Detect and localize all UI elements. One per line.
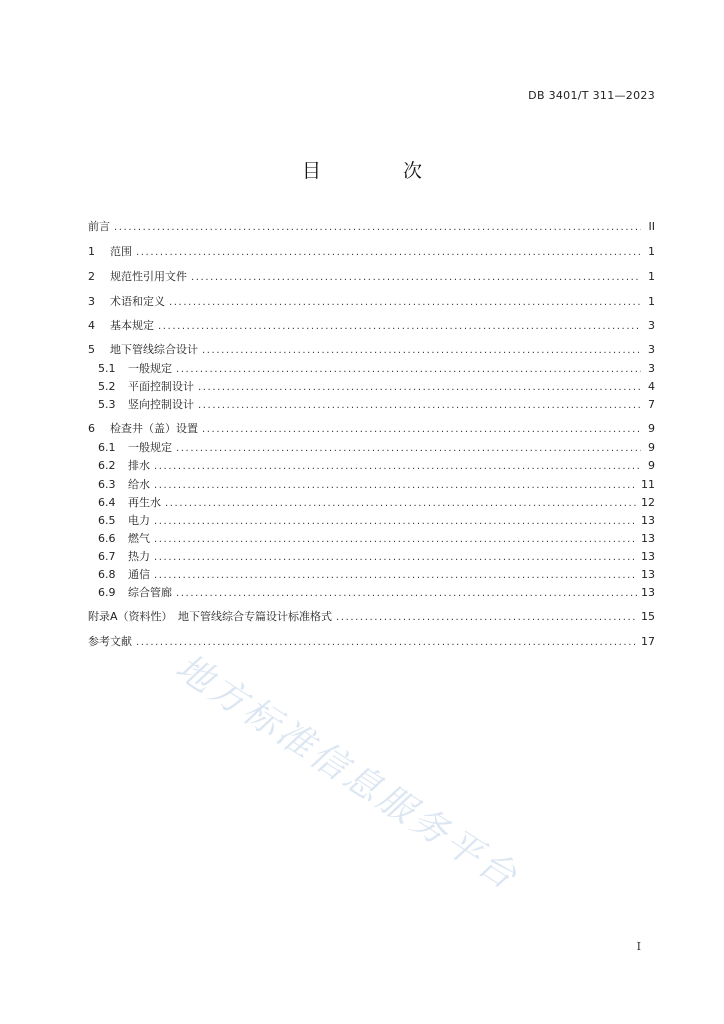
- toc-entry[interactable]: [88, 318, 655, 334]
- toc-entry-label: 参考文献: [88, 635, 132, 648]
- document-code: DB 3401/T 311—2023: [528, 89, 655, 102]
- toc-entry-page: 13: [641, 514, 655, 527]
- toc-entry-label: 热力: [128, 550, 150, 563]
- toc-entry-number: 2: [88, 270, 95, 283]
- toc-entry-label: 基本规定: [110, 319, 154, 332]
- toc-leader-dots: [136, 245, 641, 261]
- toc-entry[interactable]: [88, 440, 655, 456]
- toc-entry-label: 附录A（资料性） 地下管线综合专篇设计标准格式: [88, 610, 333, 623]
- toc-entry-page: 17: [641, 635, 655, 648]
- toc-entry[interactable]: [88, 609, 655, 625]
- toc-entry-label: 检查井（盖）设置: [110, 422, 198, 435]
- page-number: I: [636, 940, 641, 953]
- toc-leader-dots: [154, 568, 637, 584]
- toc-entry-number: 1: [88, 245, 95, 258]
- toc-entry[interactable]: [88, 477, 655, 493]
- toc-entry-number: 6.5: [98, 514, 116, 527]
- toc-entry-label: 平面控制设计: [128, 380, 194, 393]
- toc-leader-dots: [154, 532, 637, 548]
- toc-entry-label: 一般规定: [128, 362, 172, 375]
- toc-entry[interactable]: [88, 219, 655, 235]
- page-title: 目 次: [301, 160, 461, 182]
- toc-entry-page: 13: [641, 550, 655, 563]
- toc-leader-dots: [169, 295, 641, 311]
- toc-leader-dots: [176, 362, 641, 378]
- toc-leader-dots: [158, 319, 641, 335]
- toc-entry-label: 地下管线综合设计: [110, 343, 198, 356]
- toc-entry-label: 一般规定: [128, 441, 172, 454]
- toc-entry-number: 6.7: [98, 550, 116, 563]
- toc-entry[interactable]: [88, 294, 655, 310]
- toc-leader-dots: [154, 459, 641, 475]
- toc-leader-dots: [154, 550, 637, 566]
- toc-entry-label: 给水: [128, 478, 150, 491]
- toc-entry-number: 6.3: [98, 478, 116, 491]
- toc-entry[interactable]: [88, 244, 655, 260]
- toc-leader-dots: [202, 422, 641, 438]
- toc-entry[interactable]: [88, 567, 655, 583]
- toc-entry[interactable]: [88, 397, 655, 413]
- toc-entry[interactable]: [88, 421, 655, 437]
- toc-entry-label: 前言: [88, 220, 110, 233]
- toc-entry-label: 术语和定义: [110, 295, 165, 308]
- toc-leader-dots: [336, 610, 637, 626]
- toc-entry-label: 排水: [128, 459, 150, 472]
- toc-entry[interactable]: [88, 531, 655, 547]
- toc-entry[interactable]: [88, 342, 655, 358]
- toc-entry-number: 5.1: [98, 362, 116, 375]
- toc-entry[interactable]: [88, 549, 655, 565]
- toc-entry-page: 15: [641, 610, 655, 623]
- toc-entry-page: 3: [648, 362, 655, 375]
- toc-entry[interactable]: [88, 495, 655, 511]
- toc-entry-page: 12: [641, 496, 655, 509]
- toc-entry-label: 再生水: [128, 496, 161, 509]
- toc-entry-label: 燃气: [128, 532, 150, 545]
- toc-entry-label: 竖向控制设计: [128, 398, 194, 411]
- toc-entry-number: 6.8: [98, 568, 116, 581]
- watermark-text: 地方标准信息服务平台: [168, 646, 527, 899]
- toc-entry-page: 7: [648, 398, 655, 411]
- toc-entry-number: 5.3: [98, 398, 116, 411]
- toc-leader-dots: [202, 343, 641, 359]
- toc-entry-number: 4: [88, 319, 95, 332]
- toc-leader-dots: [198, 380, 641, 396]
- toc-entry-page: 3: [648, 319, 655, 332]
- toc-leader-dots: [154, 514, 637, 530]
- toc-entry[interactable]: [88, 269, 655, 285]
- toc-entry-page: II: [648, 220, 655, 233]
- toc-entry[interactable]: [88, 634, 655, 650]
- toc-entry[interactable]: [88, 458, 655, 474]
- toc-entry-number: 6: [88, 422, 95, 435]
- toc-entry-page: 4: [648, 380, 655, 393]
- toc-entry-page: 1: [648, 245, 655, 258]
- toc-entry-page: 1: [648, 295, 655, 308]
- toc-entry-number: 6.1: [98, 441, 116, 454]
- toc-entry-page: 9: [648, 459, 655, 472]
- toc-entry[interactable]: [88, 361, 655, 377]
- toc-entry-label: 范围: [110, 245, 132, 258]
- toc-entry-page: 9: [648, 441, 655, 454]
- toc-leader-dots: [154, 478, 637, 494]
- toc-entry-number: 3: [88, 295, 95, 308]
- toc-entry-number: 6.9: [98, 586, 116, 599]
- toc-entry[interactable]: [88, 585, 655, 601]
- toc-leader-dots: [176, 586, 637, 602]
- toc-entry-label: 通信: [128, 568, 150, 581]
- toc-entry[interactable]: [88, 379, 655, 395]
- toc-leader-dots: [191, 270, 641, 286]
- toc-leader-dots: [176, 441, 641, 457]
- toc-leader-dots: [165, 496, 637, 512]
- toc-entry-page: 3: [648, 343, 655, 356]
- toc-leader-dots: [198, 398, 641, 414]
- toc-entry-page: 11: [641, 478, 655, 491]
- toc-entry-label: 综合管廊: [128, 586, 172, 599]
- toc-leader-dots: [114, 220, 641, 236]
- toc-entry-number: 5.2: [98, 380, 116, 393]
- toc-entry-number: 6.4: [98, 496, 116, 509]
- toc-entry-page: 13: [641, 532, 655, 545]
- toc-entry-label: 电力: [128, 514, 150, 527]
- toc-entry-page: 13: [641, 586, 655, 599]
- toc-entry[interactable]: [88, 513, 655, 529]
- toc-entry-number: 5: [88, 343, 95, 356]
- toc-leader-dots: [136, 635, 637, 651]
- toc-entry-number: 6.2: [98, 459, 116, 472]
- toc-entry-page: 1: [648, 270, 655, 283]
- toc-entry-label: 规范性引用文件: [110, 270, 187, 283]
- toc-entry-page: 9: [648, 422, 655, 435]
- toc-entry-page: 13: [641, 568, 655, 581]
- toc-entry-number: 6.6: [98, 532, 116, 545]
